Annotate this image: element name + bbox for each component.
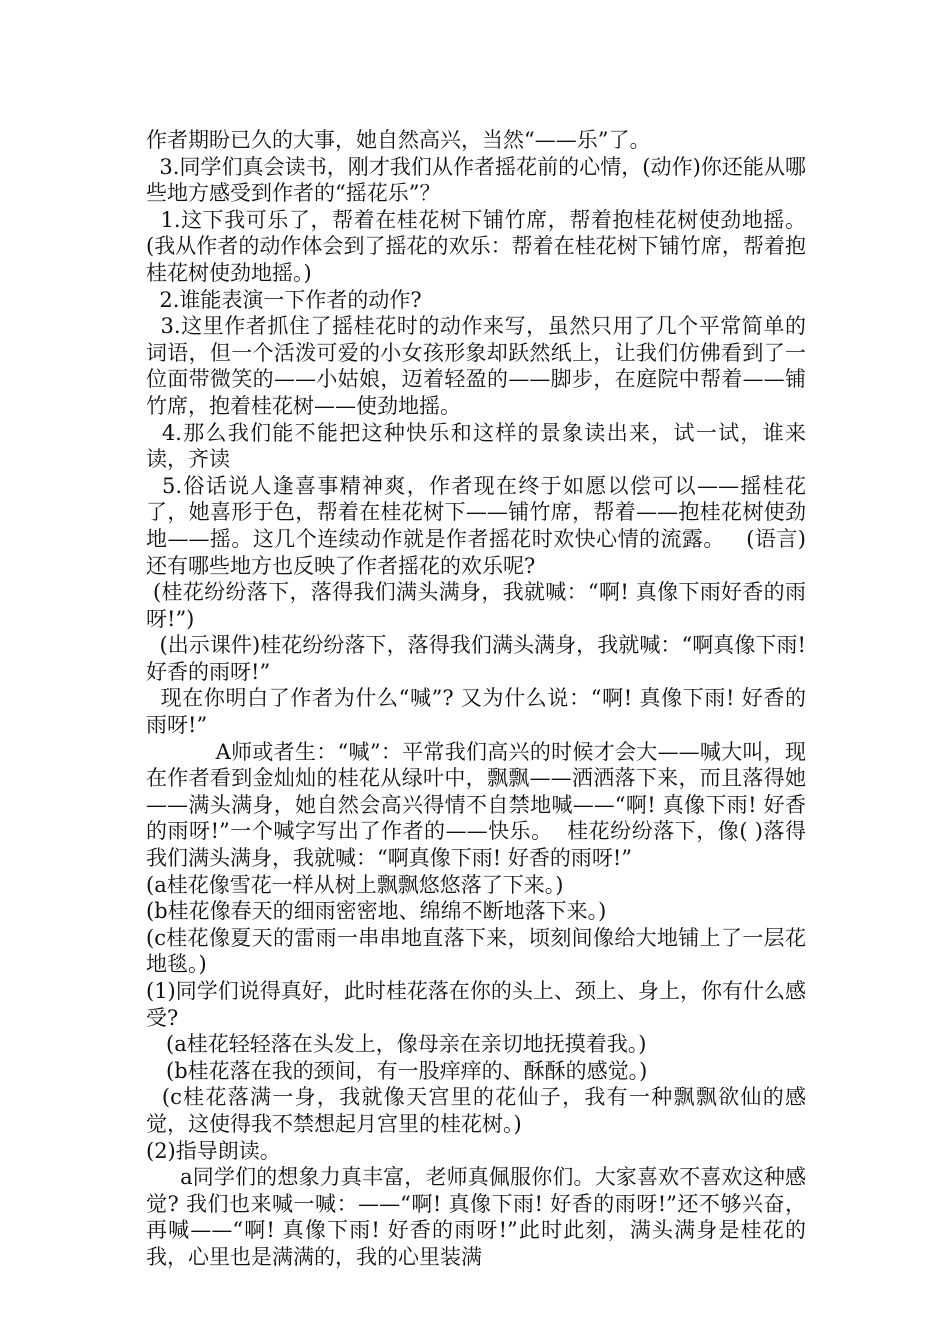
paragraph: (c桂花落满一身，我就像天宫里的花仙子，我有一种飘飘欲仙的感觉，这使得我不禁想起月宫里的桂花树。) — [146, 1085, 806, 1136]
paragraph: a同学们的想象力真丰富，老师真佩服你们。大家喜欢不喜欢这种感觉? 我们也来喊一喊：——“啊! 真像下雨! 好香的雨呀!”还不够兴奋，再喊——“啊! 真像下雨! 好香的雨呀!”此时此刻，满头满身是桂花的我，心里也是满满的，我的心里装满 — [146, 1165, 806, 1269]
paragraph: 3.这里作者抓住了摇桂花时的动作来写，虽然只用了几个平常简单的词语，但一个活泼可爱的小女孩形象却跃然纸上，让我们仿佛看到了一位面带微笑的——小姑娘，迈着轻盈的——脚步，在庭院中帮着——铺竹席，抱着桂花树——使劲地摇。 — [146, 314, 806, 418]
paragraph: 2.谁能表演一下作者的动作? — [146, 287, 422, 312]
paragraph: 现在你明白了作者为什么“喊”? 又为什么说：“啊! 真像下雨! 好香的雨呀!” — [146, 686, 806, 738]
paragraph: (a桂花轻轻落在头发上，像母亲在亲切地抚摸着我。) — [146, 1032, 647, 1057]
paragraph: 3.同学们真会读书，刚才我们从作者摇花前的心情，(动作)你还能从哪些地方感受到作者的“摇花乐”？ — [146, 154, 806, 206]
body-text — [146, 127, 806, 1271]
paragraph: (出示课件)桂花纷纷落下，落得我们满头满身，我就喊：“啊真像下雨! 好香的雨呀!” — [146, 633, 806, 684]
paragraph: 5.俗话说人逢喜事精神爽，作者现在终于如愿以偿可以——摇桂花了，她喜形于色，帮着在桂花树下——铺竹席，帮着——抱桂花树使劲地——摇。这几个连续动作就是作者摇花时欢快心情的流露。 (语言)还有哪些地方也反映了作者摇花的欢乐呢? — [146, 473, 806, 578]
paragraph: (2)指导朗读。 — [146, 1138, 281, 1163]
paragraph: (a桂花像雪花一样从树上飘飘悠悠落了下来。) — [146, 872, 564, 897]
paragraph: 4.那么我们能不能把这种快乐和这样的景象读出来，试一试，谁来读，齐读 — [146, 420, 806, 472]
paragraph: (桂花纷纷落下，落得我们满头满身，我就喊：“啊! 真像下雨好香的雨呀!”) — [146, 580, 806, 631]
paragraph: (b桂花落在我的颈间，有一股痒痒的、酥酥的感觉。) — [146, 1058, 648, 1083]
paragraph: A师或者生：“喊”：平常我们高兴的时候才会大——喊大叫，现在作者看到金灿灿的桂花从绿叶中，飘飘——洒洒落下来，而且落得她——满头满身，她自然会高兴得情不自禁地喊——“啊! 真像下雨! 好香的雨呀!”一个喊字写出了作者的——快乐。 桂花纷纷落下，像( )落得我们满头满身，我就喊：“啊真像下雨! 好香的雨呀!” — [146, 739, 806, 871]
paragraph: 1.这下我可乐了，帮着在桂花树下铺竹席，帮着抱桂花树使劲地摇。(我从作者的动作体会到了摇花的欢乐：帮着在桂花树下铺竹席，帮着抱桂花树使劲地摇。) — [146, 207, 806, 285]
paragraph: 作者期盼已久的大事，她自然高兴，当然“——乐”了。 — [146, 128, 651, 152]
paragraph: (1)同学们说得真好，此时桂花落在你的头上、颈上、身上，你有什么感受? — [146, 979, 806, 1030]
paragraph: (c桂花像夏天的雷雨一串串地直落下来，顷刻间像给大地铺上了一层花地毯。) — [146, 925, 806, 977]
paragraph: (b桂花像春天的细雨密密地、绵绵不断地落下来。) — [146, 899, 607, 924]
